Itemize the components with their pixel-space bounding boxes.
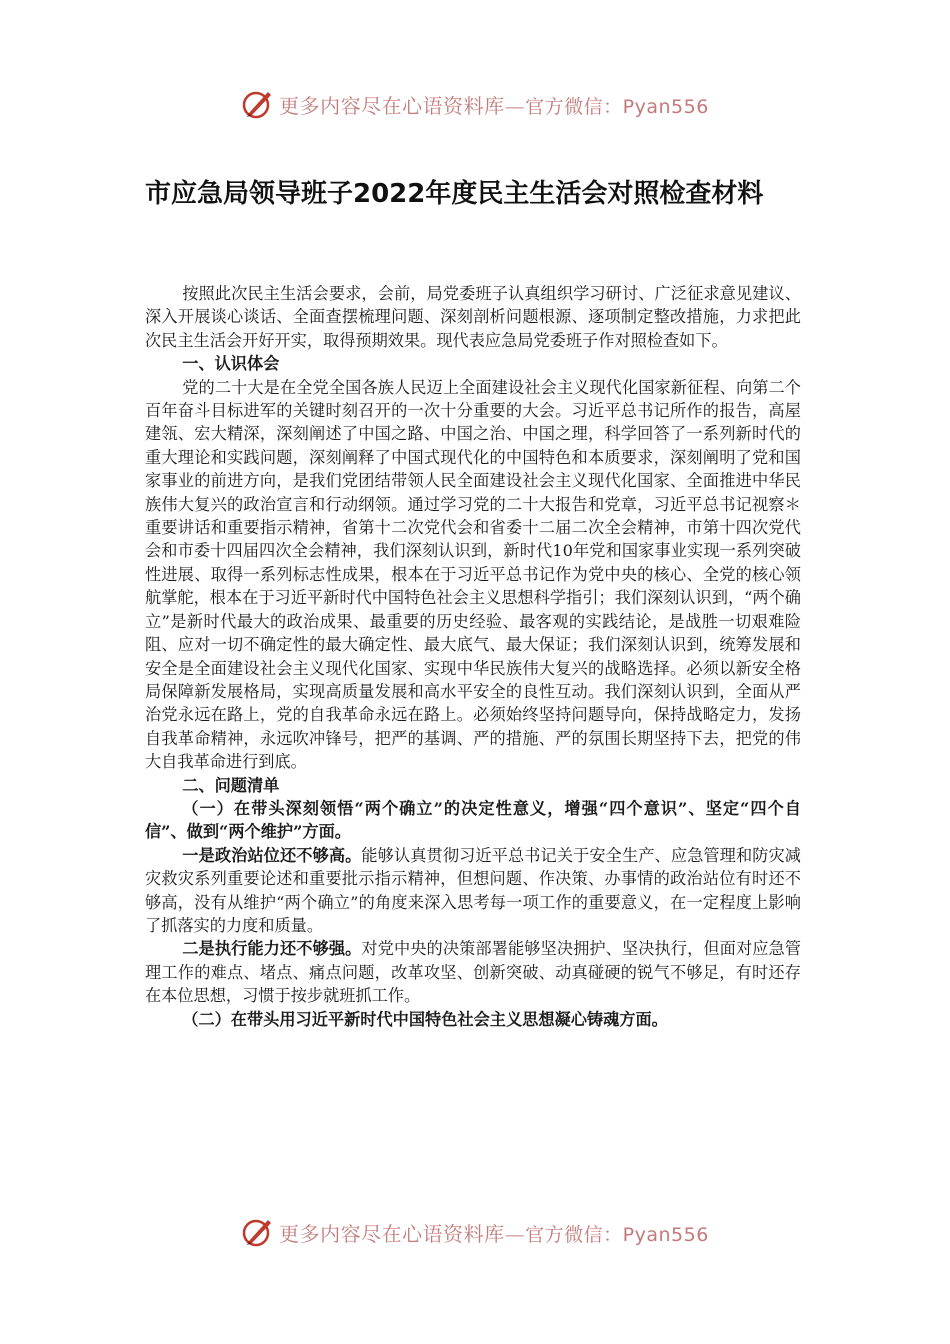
header-watermark-banner [0,84,950,124]
pen-logo-icon [241,1215,275,1249]
watermark-text: 更多内容尽在心语资料库—官方微信：Pyan556 [279,1221,709,1246]
document-body [145,282,801,1031]
body-paragraph: 二是执行能力还不够强。对党中央的决策部署能够坚决拥护、坚决执行，但面对应急管理工作的难点、堵点、痛点问题，改革攻坚、创新突破、动真碰硬的锐气不够足，有时还存在本位思想，习惯于按步就班抓工作。 [145,939,801,1006]
body-paragraph: 一是政治站位还不够高。能够认真贯彻习近平总书记关于安全生产、应急管理和防灾减灾救灾系列重要论述和重要批示指示精神，但想问题、作决策、办事情的政治站位有时还不够高，没有从维护“两个确立”的角度来深入思考每一项工作的重要意义，在一定程度上影响了抓落实的力度和质量。 [145,845,801,935]
pen-logo-icon [241,87,275,121]
intro-paragraph: 按照此次民主生活会要求，会前，局党委班子认真组织学习研讨、广泛征求意见建议、深入开展谈心谈话、全面查摆梳理问题、深刻剖析问题根源、逐项制定整改措施，力求把此次民主生活会开好开实，取得预期效果。现代表应急局党委班子作对照检查如下。 [145,284,801,350]
subsection-heading-2: （二）在带头用习近平新时代中国特色社会主义思想凝心铸魂方面。 [182,1009,668,1029]
body-paragraph: 党的二十大是在全党全国各族人民迈上全面建设社会主义现代化国家新征程、向第二个百年奋斗目标进军的关键时刻召开的一次十分重要的大会。习近平总书记所作的报告，高屋建瓴、宏大精深，深刻阐述了中国之路、中国之治、中国之理，科学回答了一系列新时代的重大理论和实践问题，深刻阐释了中国式现代化的中国特色和本质要求，深刻阐明了党和国家事业的前进方向，是我们党团结带领人民全面建设社会主义现代化国家、全面推进中华民族伟大复兴的政治宣言和行动纲领。通过学习党的二十大报告和党章，习近平总书记视察＊重要讲话和重要指示精神，省第十二次党代会和省委十二届二次全会精神，市第十四次党代会和市委十四届四次全会精神，我们深刻认识到，新时代10年党和国家事业实现一系列突破性进展、取得一系列标志性成果，根本在于习近平总书记作为党中央的核心、全党的核心领航掌舵，根本在于习近平新时代中国特色社会主义思想科学指引；我们深刻认识到，“两个确立”是新时代最大的政治成果、最重要的历史经验、最客观的实践结论，是战胜一切艰难险阻、应对一切不确定性的最大确定性、最大底气、最大保证；我们深刻认识到，统筹发展和安全是全面建设社会主义现代化国家、实现中华民族伟大复兴的战略选择。必须以新安全格局保障新发展格局，实现高质量发展和高水平安全的良性互动。我们深刻认识到，全面从严治党永远在路上，党的自我革命永远在路上。必须始终坚持问题导向，保持战略定力，发扬自我革命精神，永远吹冲锋号，把严的基调、严的措施、严的氛围长期坚持下去，把党的伟大自我革命进行到底。 [145,377,801,772]
subsection-heading-1: （一）在带头深刻领悟“两个确立”的决定性意义，增强“四个意识”、坚定“四个自信”、做到“两个维护”方面。 [145,798,801,842]
section-heading-1: 一、认识体会 [182,354,280,374]
footer-watermark-banner [0,1212,950,1252]
section-heading-2: 二、问题清单 [182,775,280,795]
watermark-text: 更多内容尽在心语资料库—官方微信：Pyan556 [279,93,709,118]
paragraph-lead: 一是政治站位还不够高。 [182,845,362,865]
document-title: 市应急局领导班子2022年度民主生活会对照检查材料 [145,179,764,209]
paragraph-lead: 二是执行能力还不够强。 [182,939,362,959]
